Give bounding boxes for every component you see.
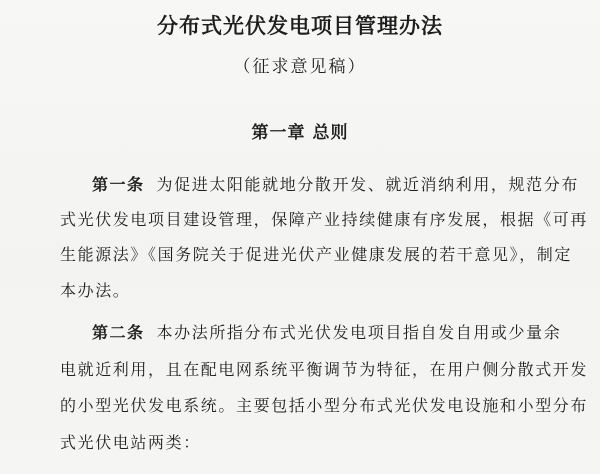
article-2-line-2: 电就近利用，且在配电网系统平衡调节为特征，在用户侧分散式开发 (60, 360, 589, 379)
document-subtitle: （征求意见稿） (233, 57, 367, 77)
article-1-line-4: 本办法。 (60, 281, 131, 300)
article-1-text: 为促进太阳能就地分散开发、就近消纳利用，规范分布 (156, 175, 579, 194)
document-title: 分布式光伏发电项目管理办法 (157, 13, 443, 38)
article-1-label: 第一条 (92, 175, 145, 194)
article-2-line-4: 式光伏电站两类： (60, 433, 201, 452)
article-2-label: 第二条 (92, 323, 145, 342)
chapter-title: 第一章 总则 (251, 123, 349, 143)
article-1-line-2: 式光伏发电项目建设管理，保障产业持续健康有序发展，根据《可再 (60, 210, 589, 229)
article-2-line-3: 的小型光伏发电系统。主要包括小型分布式光伏发电设施和小型分布 (60, 396, 589, 415)
article-2-first-line (60, 320, 561, 343)
article-2-text: 本办法所指分布式光伏发电项目指自发自用或少量余 (156, 323, 562, 342)
article-1-line-3: 生能源法》《国务院关于促进光伏产业健康发展的若干意见》，制定 (60, 245, 573, 264)
article-1-first-line (60, 172, 579, 195)
